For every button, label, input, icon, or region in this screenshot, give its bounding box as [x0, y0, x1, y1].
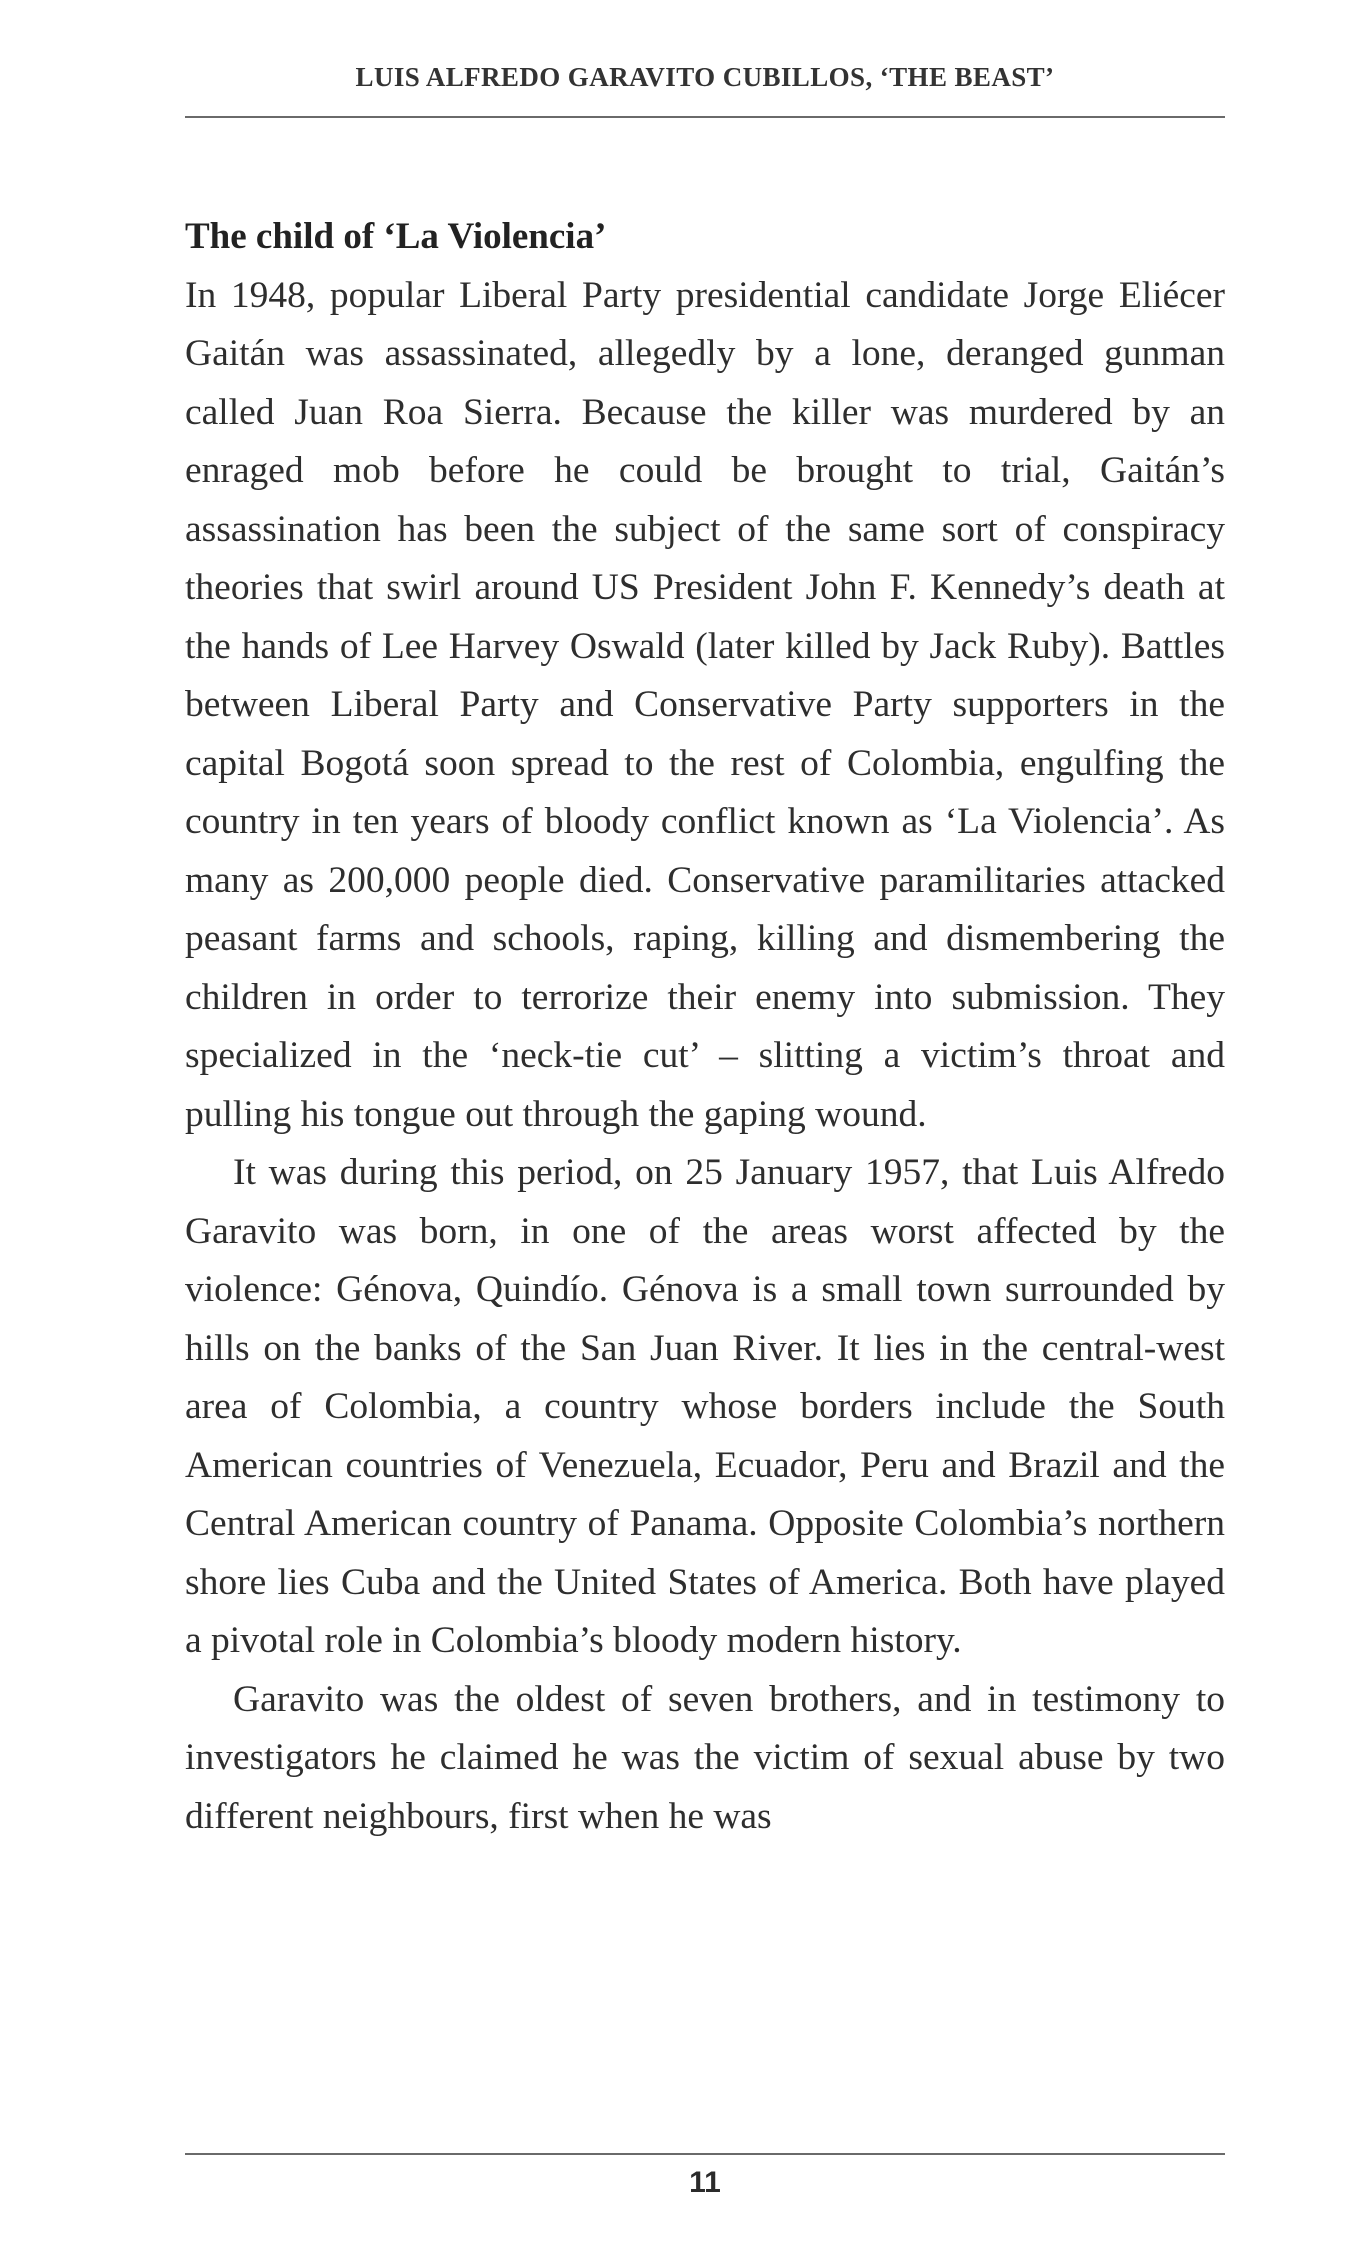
paragraph-1: In 1948, popular Liberal Party presidential candidate Jorge Eliécer Gaitán was assassinated, allegedly by a lone, deranged gunman called Juan Roa Sierra. Because the killer was murdered by an enraged mob before he could be brought to trial, Gaitán’s assassination has been the subject of the same sort of conspiracy theories that swirl around US President John F. Kennedy’s death at the hands of Lee Harvey Oswald (later killed by Jack Ruby). Battles between Liberal Party and Conservative Party supporters in the capital Bogotá soon spread to the rest of Colombia, engulfing the country in ten years of bloody conflict known as ‘La Violencia’. As many as 200,000 people died. Conservative paramilitaries attacked peasant farms and schools, raping, killing and dismembering the children in order to terrorize their enemy into submission. They specialized in the ‘neck-tie cut’ – slitting a victim’s throat and pulling his tongue out through the gaping wound. — [185, 274, 1225, 1135]
footer-rule — [185, 2153, 1225, 2155]
paragraph-3: Garavito was the oldest of seven brothers, and in testimony to investigators he claimed he was the victim of sexual abuse by two different neighbours, first when he was — [185, 1678, 1225, 1837]
paragraph-2: It was during this period, on 25 January 1957, that Luis Alfredo Garavito was born, in one of the areas worst affected by the violence: Génova, Quindío. Génova is a small town surrounded by hills on the banks of the San Juan River. It lies in the central-west area of Colombia, a country whose borders include the South American countries of Venezuela, Ecuador, Peru and Brazil and the Central American country of Panama. Opposite Colombia’s northern shore lies Cuba and the United States of America. Both have played a pivotal role in Colombia’s bloody modern history. — [185, 1152, 1225, 1661]
header-rule — [185, 116, 1225, 118]
section-heading: The child of ‘La Violencia’ — [185, 216, 607, 257]
running-head-title: LUIS ALFREDO GARAVITO CUBILLOS, ‘THE BEAST’ — [355, 62, 1055, 92]
page-body — [185, 208, 1225, 1846]
page-number: 11 — [689, 2166, 721, 2199]
